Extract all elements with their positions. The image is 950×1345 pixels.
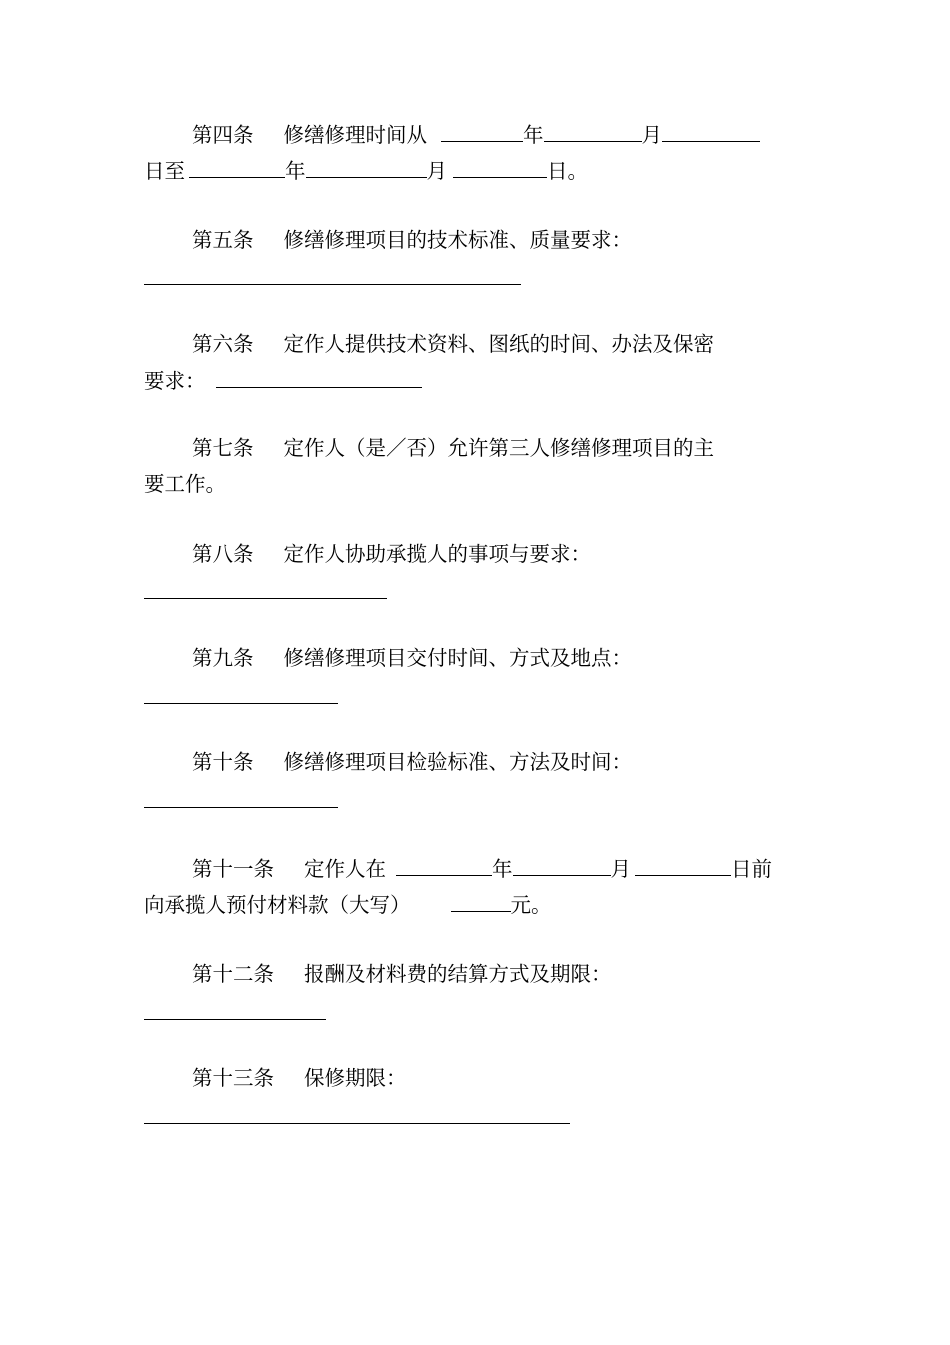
clause-10-line-1 xyxy=(192,748,632,776)
clause-5-number: 第五条 xyxy=(192,228,254,252)
clause-11-number: 第十一条 xyxy=(192,857,274,881)
clause-5-fill-line xyxy=(144,284,521,285)
clause-12-number: 第十二条 xyxy=(192,962,274,986)
clause-10-number: 第十条 xyxy=(192,750,254,774)
clause-11-line-2 xyxy=(144,890,552,919)
blank-end-day xyxy=(453,156,547,178)
label-month: 月 xyxy=(641,123,662,147)
clause-6-fill-line xyxy=(216,366,422,388)
clause-9-number: 第九条 xyxy=(192,646,254,670)
clause-12-fill-line xyxy=(144,1019,326,1020)
clause-11-line-1 xyxy=(192,854,772,883)
label-day-to: 日至 xyxy=(144,159,185,183)
clause-7-line-2 xyxy=(144,470,226,498)
clause-10-fill-line xyxy=(144,807,338,808)
clause-4-text: 修缮修理时间从 xyxy=(283,123,427,147)
clause-8-fill-line xyxy=(144,598,387,599)
label-year-2: 年 xyxy=(285,159,306,183)
clause-12-line-1 xyxy=(192,960,612,988)
blank-prepay-amount xyxy=(451,890,511,912)
blank-start-year xyxy=(441,120,523,142)
blank-end-year xyxy=(189,156,285,178)
clause-4-number: 第四条 xyxy=(192,123,254,147)
label-year-3: 年 xyxy=(492,857,513,881)
blank-start-day xyxy=(662,120,760,142)
clause-5-line-1 xyxy=(192,226,632,254)
clause-8-text: 定作人协助承揽人的事项与要求： xyxy=(283,542,591,566)
label-year: 年 xyxy=(523,123,544,147)
label-month-2: 月 xyxy=(426,159,447,183)
clause-9-text: 修缮修理项目交付时间、方式及地点： xyxy=(283,646,632,670)
clause-5-text: 修缮修理项目的技术标准、质量要求： xyxy=(283,228,632,252)
label-day-before: 日前 xyxy=(731,857,772,881)
clause-11-text-2: 向承揽人预付材料款（大写） xyxy=(144,893,411,917)
clause-7-text-2: 要工作。 xyxy=(144,472,226,496)
clause-7-number: 第七条 xyxy=(192,436,254,460)
label-month-3: 月 xyxy=(610,857,631,881)
label-yuan: 元。 xyxy=(510,893,552,917)
clause-7-text: 定作人（是／否）允许第三人修缮修理项目的主 xyxy=(283,436,714,460)
blank-prepay-day xyxy=(635,854,731,876)
clause-6-number: 第六条 xyxy=(192,332,254,356)
clause-8-number: 第八条 xyxy=(192,542,254,566)
clause-4-line-2 xyxy=(144,156,588,185)
clause-10-text: 修缮修理项目检验标准、方法及时间： xyxy=(283,750,632,774)
clause-6-text-2: 要求： xyxy=(144,369,206,393)
clause-4-line-1 xyxy=(192,120,760,149)
clause-6-text: 定作人提供技术资料、图纸的时间、办法及保密 xyxy=(283,332,714,356)
clause-13-line-1 xyxy=(192,1064,407,1092)
clause-13-number: 第十三条 xyxy=(192,1066,274,1090)
clause-6-line-1 xyxy=(192,330,714,358)
clause-6-line-2 xyxy=(144,366,422,395)
clause-9-fill-line xyxy=(144,703,338,704)
blank-prepay-month xyxy=(513,854,611,876)
clause-8-line-1 xyxy=(192,540,591,568)
clause-12-text: 报酬及材料费的结算方式及期限： xyxy=(304,962,612,986)
clause-13-text: 保修期限： xyxy=(304,1066,407,1090)
blank-start-month xyxy=(544,120,642,142)
clause-13-fill-line xyxy=(144,1123,570,1124)
blank-end-month xyxy=(306,156,427,178)
clause-7-line-1 xyxy=(192,434,714,462)
blank-prepay-year xyxy=(396,854,492,876)
clause-11-text: 定作人在 xyxy=(304,857,386,881)
label-end: 日。 xyxy=(547,159,588,183)
clause-9-line-1 xyxy=(192,644,632,672)
